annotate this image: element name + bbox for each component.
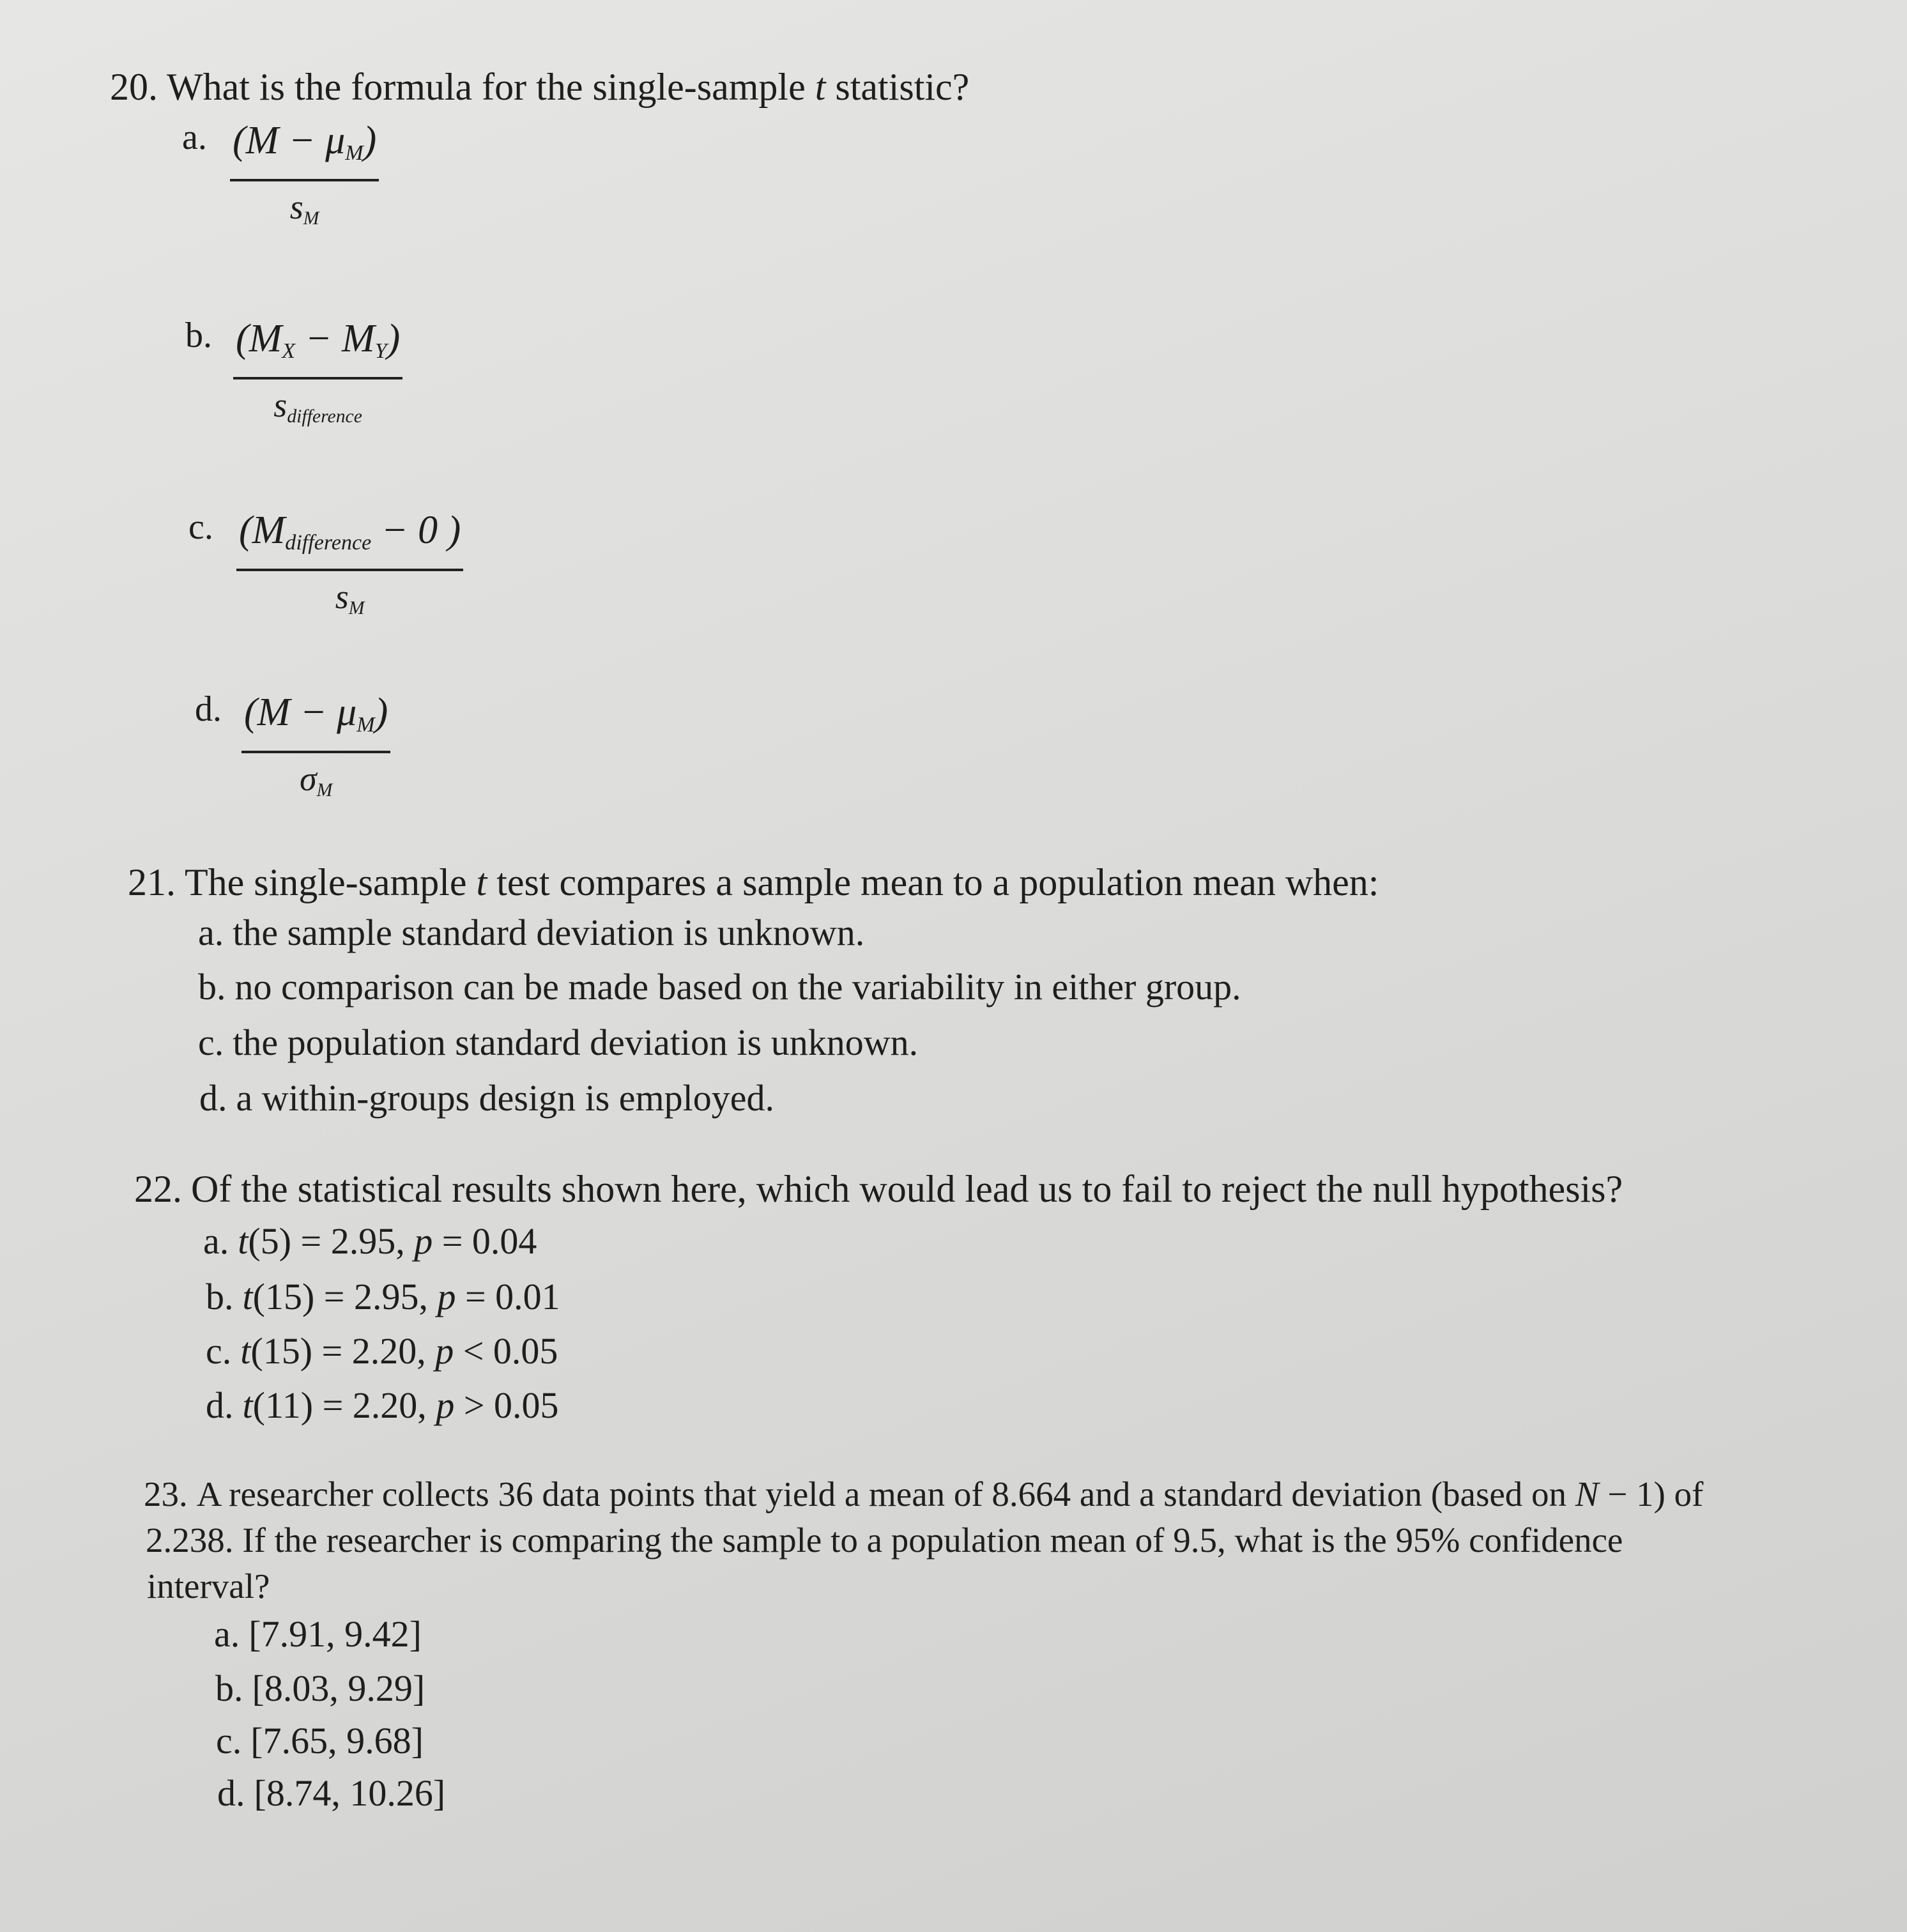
answer-option-b[interactable]: b. no comparison can be made based on the variability in either group. xyxy=(198,966,1241,1008)
answer-option-d[interactable]: d. t(11) = 2.20, p > 0.05 xyxy=(206,1384,559,1426)
answer-option-b[interactable]: b. t(15) = 2.95, p = 0.01 xyxy=(206,1276,560,1317)
answer-option-c[interactable]: c. t(15) = 2.20, p < 0.05 xyxy=(206,1330,558,1372)
t-variable: t xyxy=(815,66,826,108)
option-letter[interactable]: d. xyxy=(195,689,222,729)
question-number: 23. xyxy=(144,1475,188,1514)
question-21-stem: 21. The single-sample t test compares a sample mean to a population mean when: xyxy=(128,861,1379,903)
formula-option-c[interactable] xyxy=(236,505,463,634)
formula-numerator: $(M - \mu_M)$ xyxy=(230,115,379,181)
question-23-stem-line-2: 2.238. If the researcher is comparing the sample to a population mean of 9.5, what is the 95% confidence xyxy=(146,1521,1623,1560)
answer-option-a[interactable]: a. t(5) = 2.95, p = 0.04 xyxy=(203,1220,537,1262)
formula-numerator: $(M_X - M_Y)$ xyxy=(233,313,402,379)
formula-option-d[interactable] xyxy=(241,687,390,816)
option-letter[interactable]: a. xyxy=(182,118,207,157)
answer-option-a[interactable]: a. the sample standard deviation is unknown. xyxy=(198,912,865,953)
formula-denominator: $s_M$ xyxy=(335,578,365,619)
formula-denominator: $s_M$ xyxy=(289,188,319,229)
option-letter[interactable]: c. xyxy=(188,507,213,547)
formula-denominator: $\sigma_M$ xyxy=(299,760,333,801)
question-22-stem: 22. Of the statistical results shown here, which would lead us to fail to reject the null hypothesis? xyxy=(134,1168,1623,1210)
answer-option-a[interactable]: a. [7.91, 9.42] xyxy=(214,1613,422,1655)
formula-denominator: $s_{difference}$ xyxy=(273,386,362,427)
question-number: 20. xyxy=(110,66,158,108)
answer-option-d[interactable]: d. a within-groups design is employed. xyxy=(199,1077,775,1119)
question-23-stem-line-1: 23. A researcher collects 36 data points that yield a mean of 8.664 and a standard deviation (based on N − 1) of xyxy=(144,1475,1704,1514)
formula-option-b[interactable] xyxy=(233,313,402,442)
question-20-stem: 20. What is the formula for the single-sample t statistic? xyxy=(110,66,970,108)
formula-numerator: $(M - \mu_M)$ xyxy=(241,687,390,753)
t-variable: t xyxy=(476,861,487,903)
question-23-stem-line-3: interval? xyxy=(147,1567,270,1606)
question-number: 22. xyxy=(134,1168,182,1210)
question-number: 21. xyxy=(128,861,176,903)
answer-option-d[interactable]: d. [8.74, 10.26] xyxy=(217,1772,446,1814)
option-letter[interactable]: b. xyxy=(185,316,212,355)
formula-numerator: ($M_{difference} - 0$ ) xyxy=(236,505,463,571)
answer-option-b[interactable]: b. [8.03, 9.29] xyxy=(215,1667,425,1709)
answer-option-c[interactable]: c. [7.65, 9.68] xyxy=(216,1720,424,1761)
answer-option-c[interactable]: c. the population standard deviation is unknown. xyxy=(198,1022,919,1063)
formula-option-a[interactable] xyxy=(230,115,379,244)
